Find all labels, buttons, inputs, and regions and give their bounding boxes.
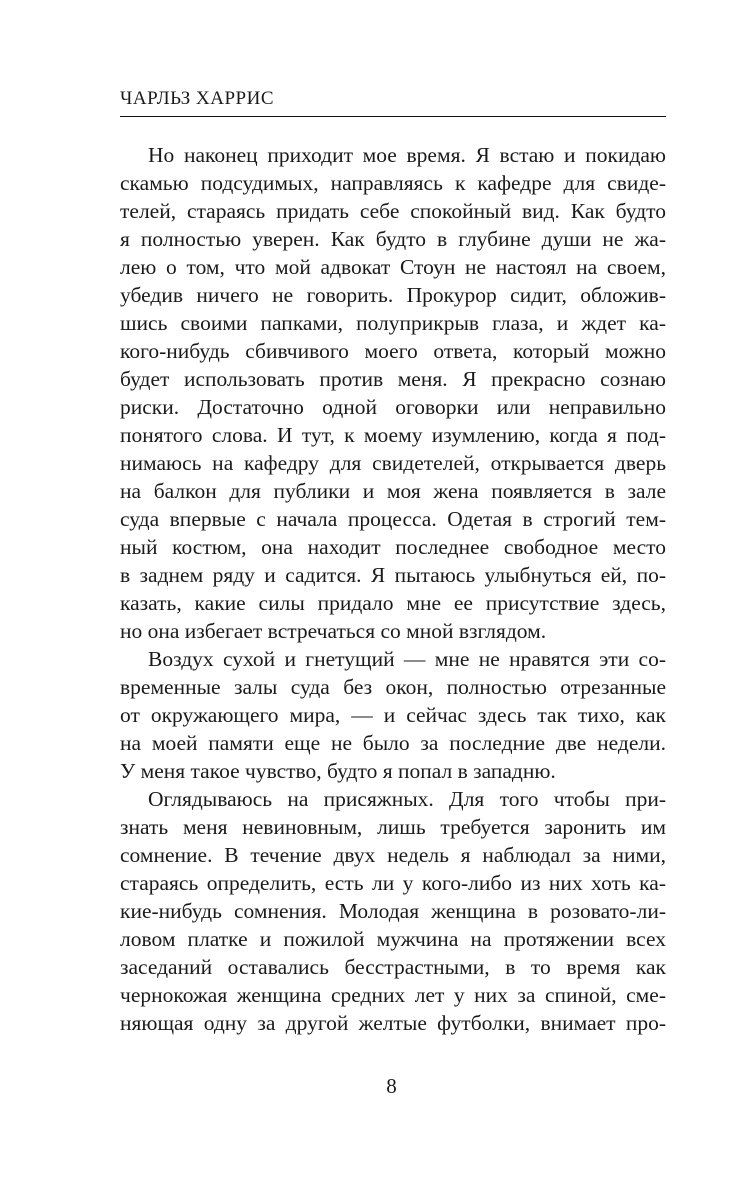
text-line: лею о том, что мой адвокат Стоун не настоял на своем,	[120, 255, 666, 279]
text-line: я полностью уверен. Как будто в глубине души не жа-	[120, 227, 666, 251]
text-line: Оглядываюсь на присяжных. Для того чтобы при-	[148, 787, 666, 811]
text-line: знать меня невиновным, лишь требуется заронить им	[120, 815, 666, 839]
page-number: 8	[386, 1074, 397, 1098]
text-line: скамью подсудимых, направляясь к кафедре для свиде-	[120, 171, 666, 195]
text-line: казать, какие силы придало мне ее присутствие здесь,	[120, 591, 666, 615]
text-line: ловом платке и пожилой мужчина на протяжении всех	[120, 927, 666, 951]
text-line: стараясь определить, есть ли у кого-либо из них хоть ка-	[120, 871, 666, 895]
text-line: риски. Достаточно одной оговорки или неправильно	[120, 395, 666, 419]
text-line: от окружающего мира, — и сейчас здесь так тихо, как	[120, 703, 666, 727]
text-line: понятого слова. И тут, к моему изумлению, когда я под-	[120, 423, 666, 447]
text-line: нимаюсь на кафедру для свидетелей, открывается дверь	[120, 451, 666, 475]
running-head-author: ЧАРЛЬЗ ХАРРИС	[120, 88, 275, 109]
text-line: сомнение. В течение двух недель я наблюдал за ними,	[120, 843, 666, 867]
text-line: Но наконец приходит мое время. Я встаю и покидаю	[148, 143, 666, 167]
text-line: заседаний оставались бесстрастными, в то время как	[120, 955, 666, 979]
text-line: будет использовать против меня. Я прекрасно сознаю	[120, 367, 666, 391]
text-line: кие-нибудь сомнения. Молодая женщина в розовато-ли-	[120, 899, 666, 923]
body-text	[120, 141, 666, 1037]
paragraph	[120, 141, 666, 645]
text-line: суда впервые с начала процесса. Одетая в строгий тем-	[120, 507, 666, 531]
text-line: в заднем ряду и садится. Я пытаюсь улыбнуться ей, по-	[120, 563, 666, 587]
paragraph	[120, 785, 666, 1037]
text-line: временные залы суда без окон, полностью отрезанные	[120, 675, 666, 699]
text-line: няющая одну за другой желтые футболки, внимает про-	[120, 1011, 666, 1035]
text-line: ный костюм, она находит последнее свободное место	[120, 535, 666, 559]
text-line: кого-нибудь сбивчивого моего ответа, который можно	[120, 339, 666, 363]
text-line: на балкон для публики и моя жена появляется в зале	[120, 479, 666, 503]
text-line: Воздух сухой и гнетущий — мне не нравятся эти со-	[148, 647, 666, 671]
text-line: шись своими папками, полуприкрыв глаза, и ждет ка-	[120, 311, 666, 335]
text-line: телей, стараясь придать себе спокойный вид. Как будто	[120, 199, 666, 223]
text-line: чернокожая женщина средних лет у них за спиной, сме-	[120, 983, 666, 1007]
text-line: убедив ничего не говорить. Прокурор сидит, обложив-	[120, 283, 666, 307]
paragraph	[120, 645, 666, 785]
text-line: на моей памяти еще не было за последние две недели.	[120, 731, 666, 755]
header-rule	[120, 116, 666, 117]
text-line: У меня такое чувство, будто я попал в западню.	[120, 759, 556, 783]
text-line: но она избегает встречаться со мной взглядом.	[120, 619, 547, 643]
